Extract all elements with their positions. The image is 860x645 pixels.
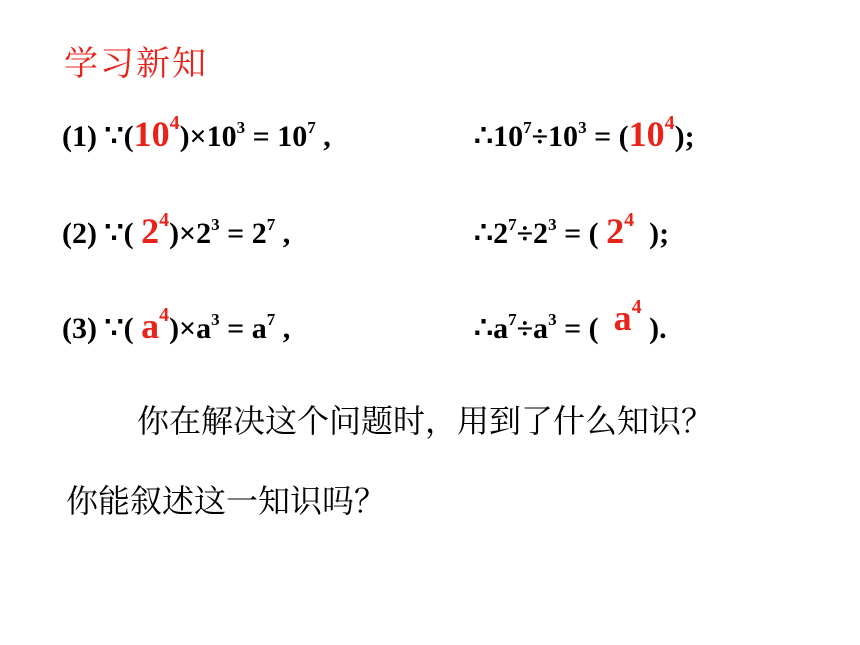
row-number: (1) bbox=[62, 120, 97, 153]
answer-blank: $a^4$ bbox=[141, 304, 170, 346]
question-2: 你能叙述这一知识吗？ bbox=[66, 482, 387, 520]
result-blank: $2^4$ bbox=[606, 209, 635, 251]
because-symbol: ∵( bbox=[104, 217, 142, 250]
therefore-symbol: ∴a bbox=[474, 312, 509, 345]
result-blank: $10^4$ bbox=[628, 112, 675, 154]
equation-row-3: (3) ∵( $a^4)\times a^3 = a^7$ , bbox=[62, 304, 291, 346]
conclusion-row-3: $\therefore a^7\div a^3$ = ( $a^4$ ). bbox=[474, 296, 667, 345]
row-number: (3) bbox=[62, 312, 97, 345]
answer-blank: $2^4$ bbox=[141, 209, 170, 251]
conclusion-row-2: $\therefore 2^7\div 2^3$ = ( $2^4$ ); bbox=[474, 209, 670, 251]
equation-row-2: (2) ∵( $2^4)\times 2^3 = 2^7$ , bbox=[62, 209, 291, 251]
question-1: 你在解决这个问题时，用到了什么知识？ bbox=[137, 402, 714, 440]
because-symbol: ∵( bbox=[104, 120, 134, 153]
conclusion-row-1: $\therefore 10^7\div 10^3 = (10^4)$; bbox=[474, 112, 695, 154]
equation-row-1: (1) $\because(10^4)\times 10^3 = 10^7$ , bbox=[62, 112, 331, 154]
page-title: 学习新知 bbox=[64, 44, 208, 84]
because-symbol: ∵( bbox=[104, 312, 142, 345]
answer-blank: $10^4$ bbox=[133, 112, 180, 154]
result-blank: $a^4$ bbox=[613, 296, 642, 338]
therefore-symbol: ∴10 bbox=[474, 120, 524, 153]
therefore-symbol: ∴2 bbox=[474, 217, 509, 250]
row-number: (2) bbox=[62, 217, 97, 250]
